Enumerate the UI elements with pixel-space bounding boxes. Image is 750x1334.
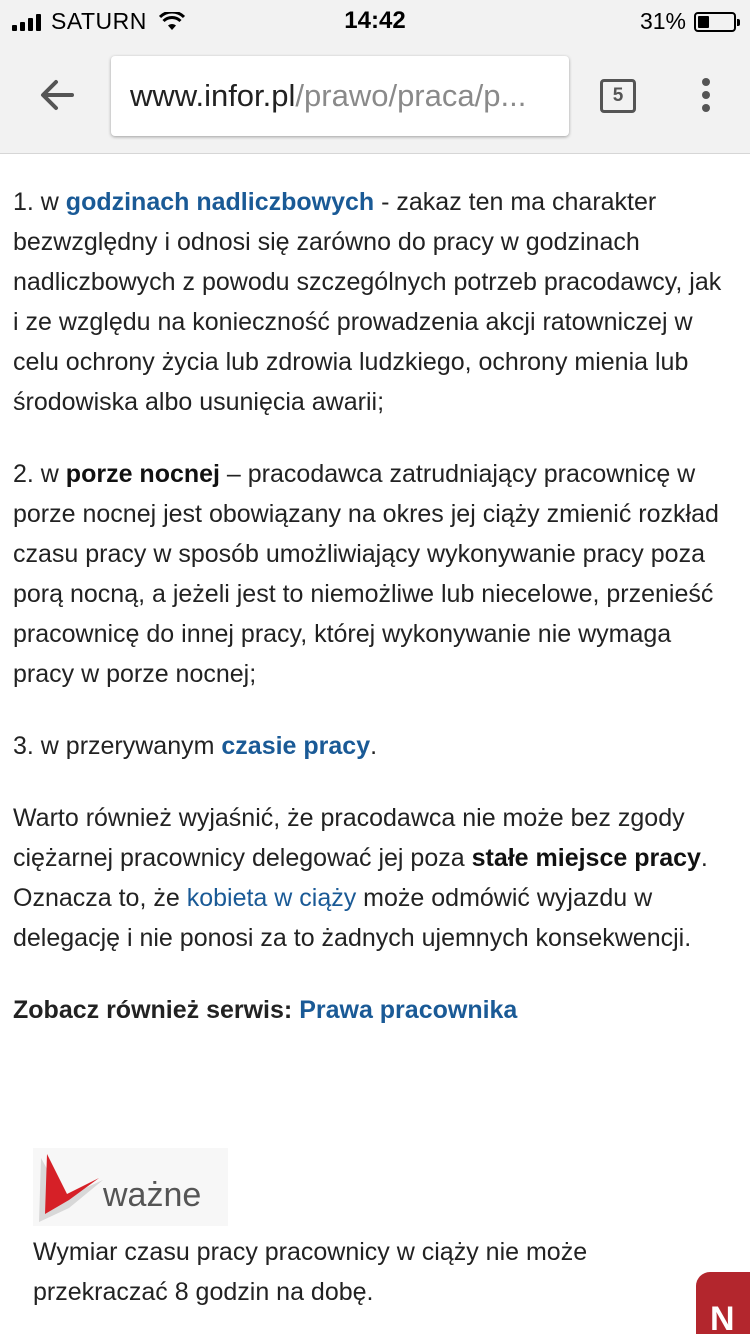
tabs-icon[interactable]: 5 xyxy=(600,79,636,113)
status-right xyxy=(640,8,736,35)
see-also xyxy=(13,990,733,1030)
url-bar[interactable] xyxy=(111,56,569,136)
para-text1: Warto również wyjaśnić, że pracodawca nie może bez zgody ciężarnej pracownicy delegować jej poza xyxy=(13,804,685,872)
battery-fill xyxy=(698,16,709,28)
see-also-label: Zobacz również serwis: xyxy=(13,996,300,1024)
link-employee-rights[interactable]: Prawa pracownika xyxy=(299,996,518,1024)
status-time: 14:42 xyxy=(344,7,406,34)
workplace-bold: stałe miejsce pracy xyxy=(471,844,701,872)
important-logo xyxy=(33,1148,228,1226)
browser-toolbar xyxy=(0,40,750,154)
para-text2: . Oznacza to, że xyxy=(13,844,708,912)
night-time-bold: porze nocnej xyxy=(65,460,220,488)
item2-text: – pracodawca zatrudniający pracownicę w porze nocnej jest obowiązany na okres jej ciąży zmienić rozkład czasu pracy w sposób umożliwiający wykonywanie pracy poza porą nocną, a jeżeli jest to niemożliwe lub niecelowe, przenieść pracownicę do innej pracy, której wykonywanie nie wymaga pracy w porze nocnej; xyxy=(13,460,719,688)
important-note: Wymiar czasu pracy pracownicy w ciąży nie może przekraczać 8 godzin na dobę. xyxy=(33,1238,588,1306)
list-item-interrupted xyxy=(13,726,733,766)
link-overtime[interactable]: godzinach nadliczbowych xyxy=(65,188,375,216)
battery-icon xyxy=(694,12,736,32)
carrier-name: SATURN xyxy=(51,8,147,34)
delegation-paragraph xyxy=(13,798,733,958)
corner-badge-letter: N xyxy=(710,1300,735,1334)
item3-prefix: 3. w przerywanym xyxy=(13,732,222,760)
url-path: /prawo/praca/p... xyxy=(295,78,527,113)
item1-text: - zakaz ten ma charakter bezwzględny i odnosi się zarówno do pracy w godzinach nadliczbowych z powodu szczególnych potrzeb pracodawcy, jak i ze względu na konieczność prowadzenia akcji ratowniczej w celu ochrony życia lub zdrowia ludzkiego, ochrony mienia lub środowiska albo usunięcia awarii; xyxy=(13,188,722,416)
battery-percent: 31% xyxy=(639,8,686,34)
item2-prefix: 2. w xyxy=(13,460,66,488)
link-working-time[interactable]: czasie pracy xyxy=(221,732,371,760)
url-domain: www.infor.pl xyxy=(130,78,296,113)
list-item-overtime xyxy=(13,182,733,422)
back-arrow-icon[interactable] xyxy=(32,70,82,120)
article-content xyxy=(13,182,733,1062)
important-logo-text: ważne xyxy=(103,1176,202,1214)
item3-suffix: . xyxy=(370,732,378,760)
para-text3: może odmówić wyjazdu w delegację i nie ponosi za to żadnych ujemnych konsekwencji. xyxy=(13,884,692,952)
list-item-night xyxy=(13,454,733,694)
overflow-menu-icon[interactable] xyxy=(696,78,716,118)
corner-badge[interactable] xyxy=(696,1272,750,1334)
item1-prefix: 1. w xyxy=(13,188,66,216)
status-bar xyxy=(0,0,750,40)
link-pregnant-woman[interactable]: kobieta w ciąży xyxy=(186,884,357,912)
